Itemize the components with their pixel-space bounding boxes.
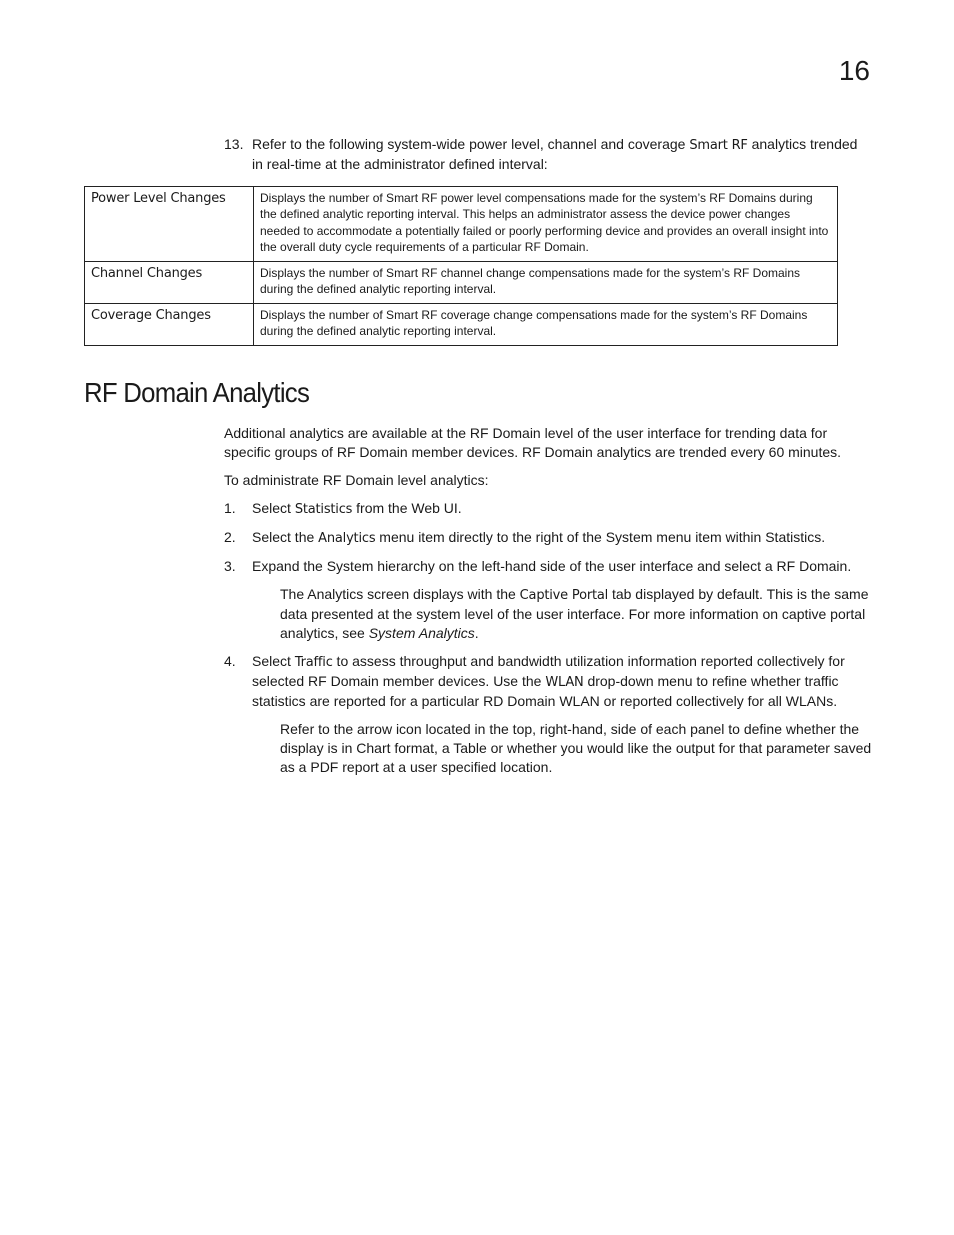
step-text-part: menu item directly to the right of the System menu item within Statistics. bbox=[375, 529, 826, 545]
step-text-part: analytics trended in real-time at the administrator defined interval: bbox=[252, 136, 858, 172]
steps-list bbox=[224, 499, 874, 777]
list-item bbox=[224, 528, 874, 548]
step-text-part: to assess throughput and bandwidth utilization information reported collectively for selected RF Domain member devices. Use the bbox=[252, 653, 845, 689]
term-cell: Power Level Changes bbox=[85, 187, 254, 262]
step-text-part: Select bbox=[252, 500, 295, 516]
step-text-part: Refer to the following system-wide power level, channel and coverage bbox=[252, 136, 690, 152]
ui-term-analytics: Analytics bbox=[318, 531, 376, 546]
list-item bbox=[224, 499, 874, 519]
note-text-part: tab displayed by default. This is the same data presented at the system level of the user interface. For more information on captive portal analytics, see bbox=[280, 586, 869, 641]
description-cell: Displays the number of Smart RF channel change compensations made for the system’s RF Domains during the defined analytic reporting interval. bbox=[254, 262, 838, 304]
description-cell: Displays the number of Smart RF power level compensations made for the system’s RF Domains during the defined analytic reporting interval. This helps an administrator assess the device power changes needed to accommodate a potentially failed or poorly performing device and provides an overall insight into the overall duty cycle requirements of a particular RF Domain. bbox=[254, 187, 838, 262]
step-number: 1. bbox=[224, 500, 236, 516]
section-body bbox=[224, 424, 874, 786]
note-text-part: The Analytics screen displays with the bbox=[280, 586, 520, 602]
table-row bbox=[85, 187, 838, 262]
section-title: RF Domain Analytics bbox=[84, 377, 310, 408]
paragraph: Additional analytics are available at the RF Domain level of the user interface for trending data for specific groups of RF Domain member devices. RF Domain analytics are trended every 60 minutes. bbox=[224, 425, 842, 460]
step-text: Expand the System hierarchy on the left-hand side of the user interface and select a RF Domain. bbox=[252, 558, 852, 574]
list-item bbox=[224, 652, 874, 777]
definitions-table bbox=[84, 186, 838, 346]
step-note bbox=[280, 585, 874, 643]
cross-reference: System Analytics bbox=[368, 625, 475, 641]
step-text bbox=[252, 135, 864, 174]
ui-term-smart-rf: Smart RF bbox=[689, 138, 748, 153]
note-text-part: . bbox=[474, 625, 479, 641]
step-text-part: from the Web UI. bbox=[352, 500, 462, 516]
step-number: 2. bbox=[224, 529, 236, 545]
step-text-part: Select the bbox=[252, 529, 319, 545]
step-text-part: drop-down menu to refine whether traffic statistics are reported for a particular RD Domain WLAN or reported collectively for all WLANs. bbox=[252, 673, 839, 709]
chapter-number: 16 bbox=[838, 55, 870, 86]
table-row bbox=[85, 262, 838, 304]
list-item bbox=[224, 557, 874, 643]
step-number: 3. bbox=[224, 558, 236, 574]
intro-step bbox=[224, 135, 864, 174]
ui-term-statistics: Statistics bbox=[294, 502, 353, 517]
paragraph: To administrate RF Domain level analytics: bbox=[224, 472, 489, 488]
step-number: 4. bbox=[224, 653, 236, 669]
ui-term-captive-portal: Captive Portal bbox=[519, 588, 609, 603]
ui-term-traffic: Traffic bbox=[294, 655, 333, 670]
term-cell: Coverage Changes bbox=[85, 304, 254, 346]
step-number: 13. bbox=[224, 136, 244, 152]
description-cell: Displays the number of Smart RF coverage change compensations made for the system’s RF Domains during the defined analytic reporting interval. bbox=[254, 304, 838, 346]
table-row bbox=[85, 304, 838, 346]
term-cell: Channel Changes bbox=[85, 262, 254, 304]
ui-term-wlan: WLAN bbox=[545, 675, 584, 690]
step-note: Refer to the arrow icon located in the top, right-hand, side of each panel to define whether the display is in Chart format, a Table or whether you would like the output for that parameter saved as a PDF report at a user specified location. bbox=[280, 721, 872, 775]
step-text-part: Select bbox=[252, 653, 295, 669]
